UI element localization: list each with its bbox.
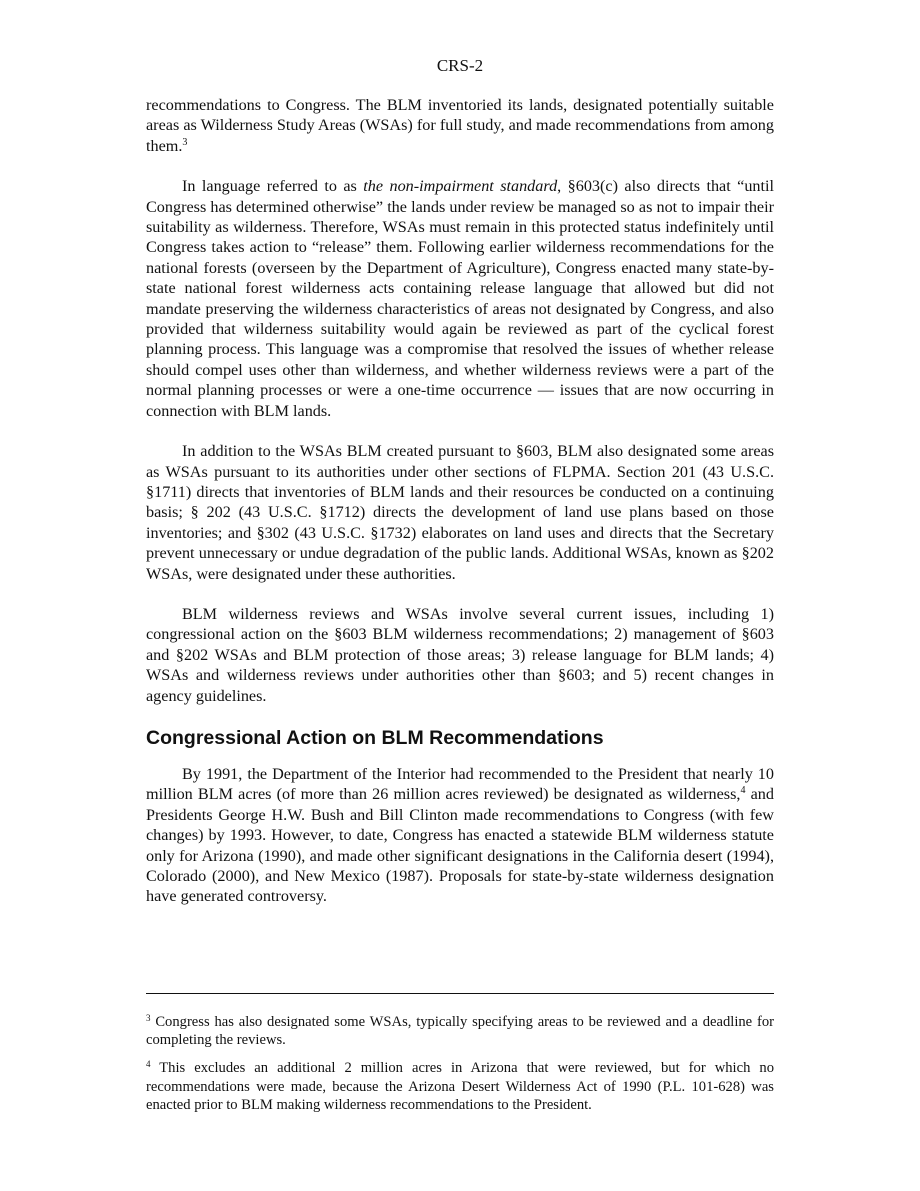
footnote-4-text: This excludes an additional 2 million acres in Arizona that were reviewed, but for which no recommendations were made, because the Arizona Desert Wilderness Act of 1990 (P.L. 101-628) was enacted prior to BLM making wilderness recommendations to the President. — [146, 1060, 774, 1113]
footnote-4-number: 4 — [146, 1059, 151, 1070]
footnote-3 — [146, 1013, 774, 1049]
footnote-3-text: Congress has also designated some WSAs, typically specifying areas to be reviewed and a deadline for completing the reviews. — [146, 1014, 774, 1049]
footnotes-section — [146, 1013, 774, 1124]
paragraph-2-text-rest: , §603(c) also directs that “until Congress has determined otherwise” the lands under review be managed so as not to impair their suitability as wilderness. Therefore, WSAs must remain in this protected status indefinitely until Congress takes action to “release” them. Following earlier wilderness recommendations for the national forests (overseen by the Department of Agriculture), Congress enacted many state-by-state national forest wilderness acts containing release language that allowed but did not mandate preserving the wilderness characteristics of areas not designated by Congress, and also provided that wilderness suitability would again be reviewed as part of the cyclical forest planning process. This language was a compromise that resolved the issues of whether release should compel uses other than wilderness, and whether wilderness reviews were a part of the normal planning processes or were a one-time occurrence — issues that are now occurring in connection with BLM lands. — [146, 177, 774, 420]
footnote-4 — [146, 1059, 774, 1114]
page-number-header: CRS-2 — [436, 56, 484, 75]
paragraph-5-text-rest: and Presidents George H.W. Bush and Bill Clinton made recommendations to Congress (with few changes) by 1993. However, to date, Congress has enacted a statewide BLM wilderness statute only for Arizona (1990), and made other significant designations in the California desert (1994), Colorado (2000), and New Mexico (1987). Proposals for state-by-state wilderness designation have generated controversy. — [146, 785, 774, 906]
document-body — [146, 95, 774, 927]
non-impairment-term: the non-impairment standard — [363, 177, 558, 196]
paragraph-1-text: recommendations to Congress. The BLM inventoried its lands, designated potentially suitable areas as Wilderness Study Areas (WSAs) for full study, and made recommendations from among them. — [146, 96, 774, 155]
footnote-3-number: 3 — [146, 1013, 151, 1023]
paragraph-4: BLM wilderness reviews and WSAs involve several current issues, including 1) congressional action on the §603 BLM wilderness recommendations; 2) management of §603 and §202 WSAs and BLM protection of those areas; 3) release language for BLM lands; 4) WSAs and wilderness reviews under authorities other than §603; and 5) recent changes in agency guidelines. — [146, 604, 774, 705]
footnote-ref-3[interactable]: 3 — [182, 136, 188, 148]
footnote-divider — [146, 993, 774, 994]
paragraph-1 — [146, 95, 774, 156]
paragraph-3: In addition to the WSAs BLM created pursuant to §603, BLM also designated some areas as WSAs pursuant to its authorities under other sections of FLPMA. Section 201 (43 U.S.C. §1711) directs that inventories of BLM lands and their resources be conducted on a continuing basis; § 202 (43 U.S.C. §1712) directs the development of land use plans based on those inventories; and §302 (43 U.S.C. §1732) elaborates on land uses and directs that the Secretary prevent unnecessary or undue degradation of the public lands. Additional WSAs, known as §202 WSAs, were designated under these authorities. — [146, 442, 774, 583]
paragraph-2-text-start: In language referred to as — [182, 177, 364, 196]
footnote-ref-4[interactable]: 4 — [740, 785, 746, 797]
section-heading: Congressional Action on BLM Recommendations — [146, 726, 604, 749]
paragraph-5-text-start: By 1991, the Department of the Interior had recommended to the President that nearly 10 million BLM acres (of more than 26 million acres reviewed) be designated as wilderness, — [146, 764, 774, 804]
paragraph-2 — [146, 176, 774, 421]
paragraph-5 — [146, 764, 774, 907]
